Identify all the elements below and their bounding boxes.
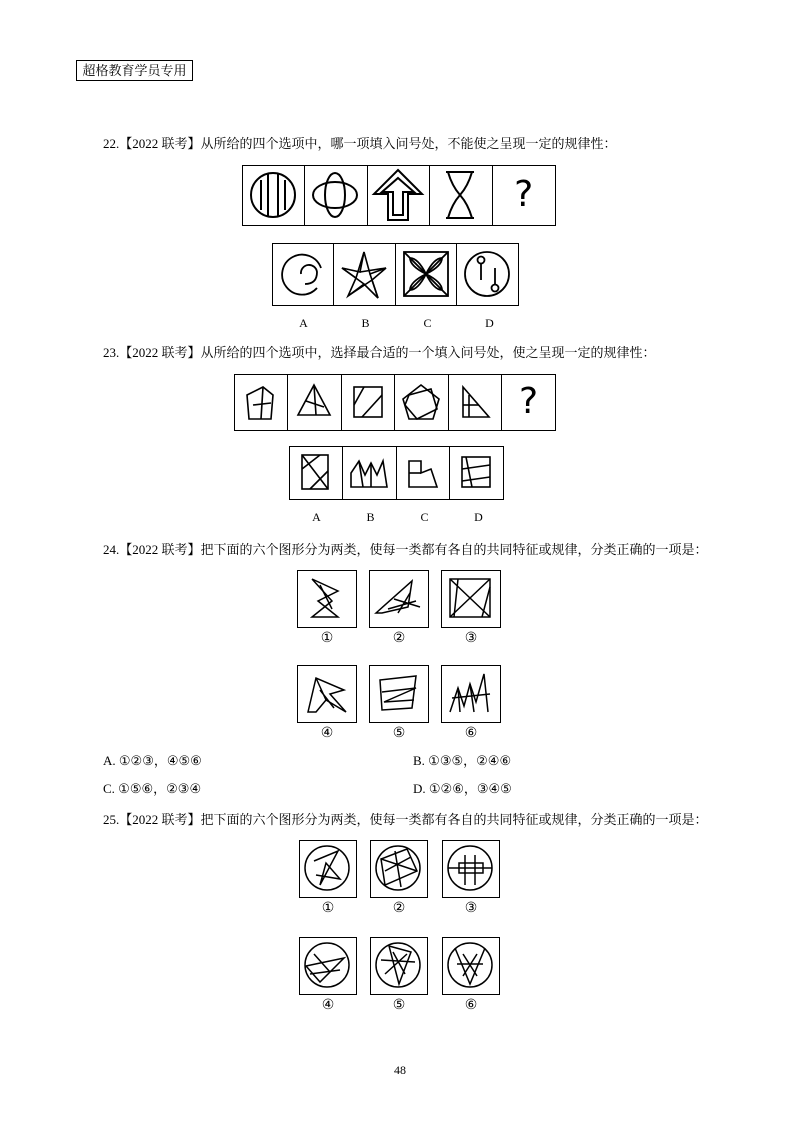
q24-figure-4[interactable] [297, 665, 357, 742]
q22-stem-figure-3 [367, 165, 431, 226]
q23-stem-figure-5 [448, 374, 503, 431]
q23-option-d-label: D [474, 510, 483, 524]
q25-figure-2[interactable] [370, 840, 428, 917]
question-23-text: 【2022 联考】从所给的四个选项中，选择最合适的一个填入问号处，使之呈现一定的规律性： [119, 345, 656, 360]
q24-figure-2[interactable] [369, 570, 429, 647]
q22-options-strip [272, 243, 519, 306]
question-25-text: 【2022 联考】把下面的六个图形分为两类，使每一类都有各自的共同特征或规律，分类正确的一项是： [119, 812, 708, 827]
q23-stem-strip [234, 374, 556, 431]
q25-figure-3-label: ③ [464, 901, 478, 916]
q24-figure-6[interactable] [441, 665, 501, 742]
q22-stem-figure-1 [242, 165, 306, 226]
q22-stem-figure-4 [429, 165, 493, 226]
q25-figure-3[interactable] [442, 840, 500, 917]
q24-figure-5[interactable] [369, 665, 429, 742]
q24-figure-3[interactable] [441, 570, 501, 647]
q24-figure-3-label: ③ [464, 631, 478, 646]
question-24 [103, 539, 708, 558]
q25-figure-1[interactable] [299, 840, 357, 917]
q24-figure-1[interactable] [297, 570, 357, 647]
q22-question-mark: ? [492, 165, 556, 226]
q23-stem-figure-4 [394, 374, 449, 431]
question-25 [103, 809, 708, 828]
q23-stem-figure-3 [341, 374, 396, 431]
q24-figure-4-label: ④ [320, 726, 334, 741]
q22-option-a-figure[interactable] [272, 243, 335, 306]
q22-option-b-label: B [361, 316, 370, 330]
q22-option-b-figure[interactable] [333, 243, 396, 306]
q25-figure-6-label: ⑥ [464, 998, 478, 1013]
q22-option-c-figure[interactable] [395, 243, 458, 306]
question-24-number: 24. [103, 542, 120, 557]
q23-option-b-figure[interactable] [342, 446, 397, 500]
q23-option-d-figure[interactable] [449, 446, 504, 500]
q25-figure-2-label: ② [392, 901, 406, 916]
q25-figure-4-label: ④ [321, 998, 335, 1013]
q22-stem-figure-2 [304, 165, 368, 226]
question-24-text: 【2022 联考】把下面的六个图形分为两类，使每一类都有各自的共同特征或规律，分类正确的一项是： [119, 542, 708, 557]
q24-figure-5-label: ⑤ [392, 726, 406, 741]
q24-answer-b[interactable]: B. ①③⑤，②④⑥ [413, 753, 512, 768]
q25-figure-5[interactable] [370, 937, 428, 1014]
q24-answer-d[interactable]: D. ①②⑥，③④⑤ [413, 781, 512, 796]
q23-option-b-label: B [366, 510, 375, 524]
q24-answer-a[interactable]: A. ①②③，④⑤⑥ [103, 753, 202, 768]
q24-figure-1-label: ① [320, 631, 334, 646]
page-number: 48 [394, 1063, 406, 1077]
question-23-number: 23. [103, 345, 120, 360]
q23-stem-figure-1 [234, 374, 289, 431]
question-22 [103, 133, 617, 152]
q23-option-c-label: C [420, 510, 429, 524]
question-22-number: 22. [103, 136, 120, 151]
q22-option-d-figure[interactable] [456, 243, 519, 306]
q25-figure-6[interactable] [442, 937, 500, 1014]
question-22-text: 【2022 联考】从所给的四个选项中，哪一项填入问号处，不能使之呈现一定的规律性： [119, 136, 617, 151]
q23-option-c-figure[interactable] [396, 446, 451, 500]
q22-option-a-label: A [299, 316, 308, 330]
q23-option-a-label: A [312, 510, 321, 524]
q22-option-c-label: C [423, 316, 432, 330]
q22-option-d-label: D [485, 316, 494, 330]
q23-option-a-figure[interactable] [289, 446, 344, 500]
q23-stem-figure-2 [287, 374, 342, 431]
question-25-number: 25. [103, 812, 120, 827]
q24-figure-6-label: ⑥ [464, 726, 478, 741]
q22-stem-strip [242, 165, 556, 226]
q23-question-mark: ? [501, 374, 556, 431]
q25-figure-4[interactable] [299, 937, 357, 1014]
question-23 [103, 342, 656, 361]
q23-options-strip [289, 446, 504, 500]
q24-figure-2-label: ② [392, 631, 406, 646]
header-tag: 超格教育学员专用 [76, 60, 193, 81]
q25-figure-5-label: ⑤ [392, 998, 406, 1013]
q24-answer-c[interactable]: C. ①⑤⑥，②③④ [103, 781, 202, 796]
q25-figure-1-label: ① [321, 901, 335, 916]
